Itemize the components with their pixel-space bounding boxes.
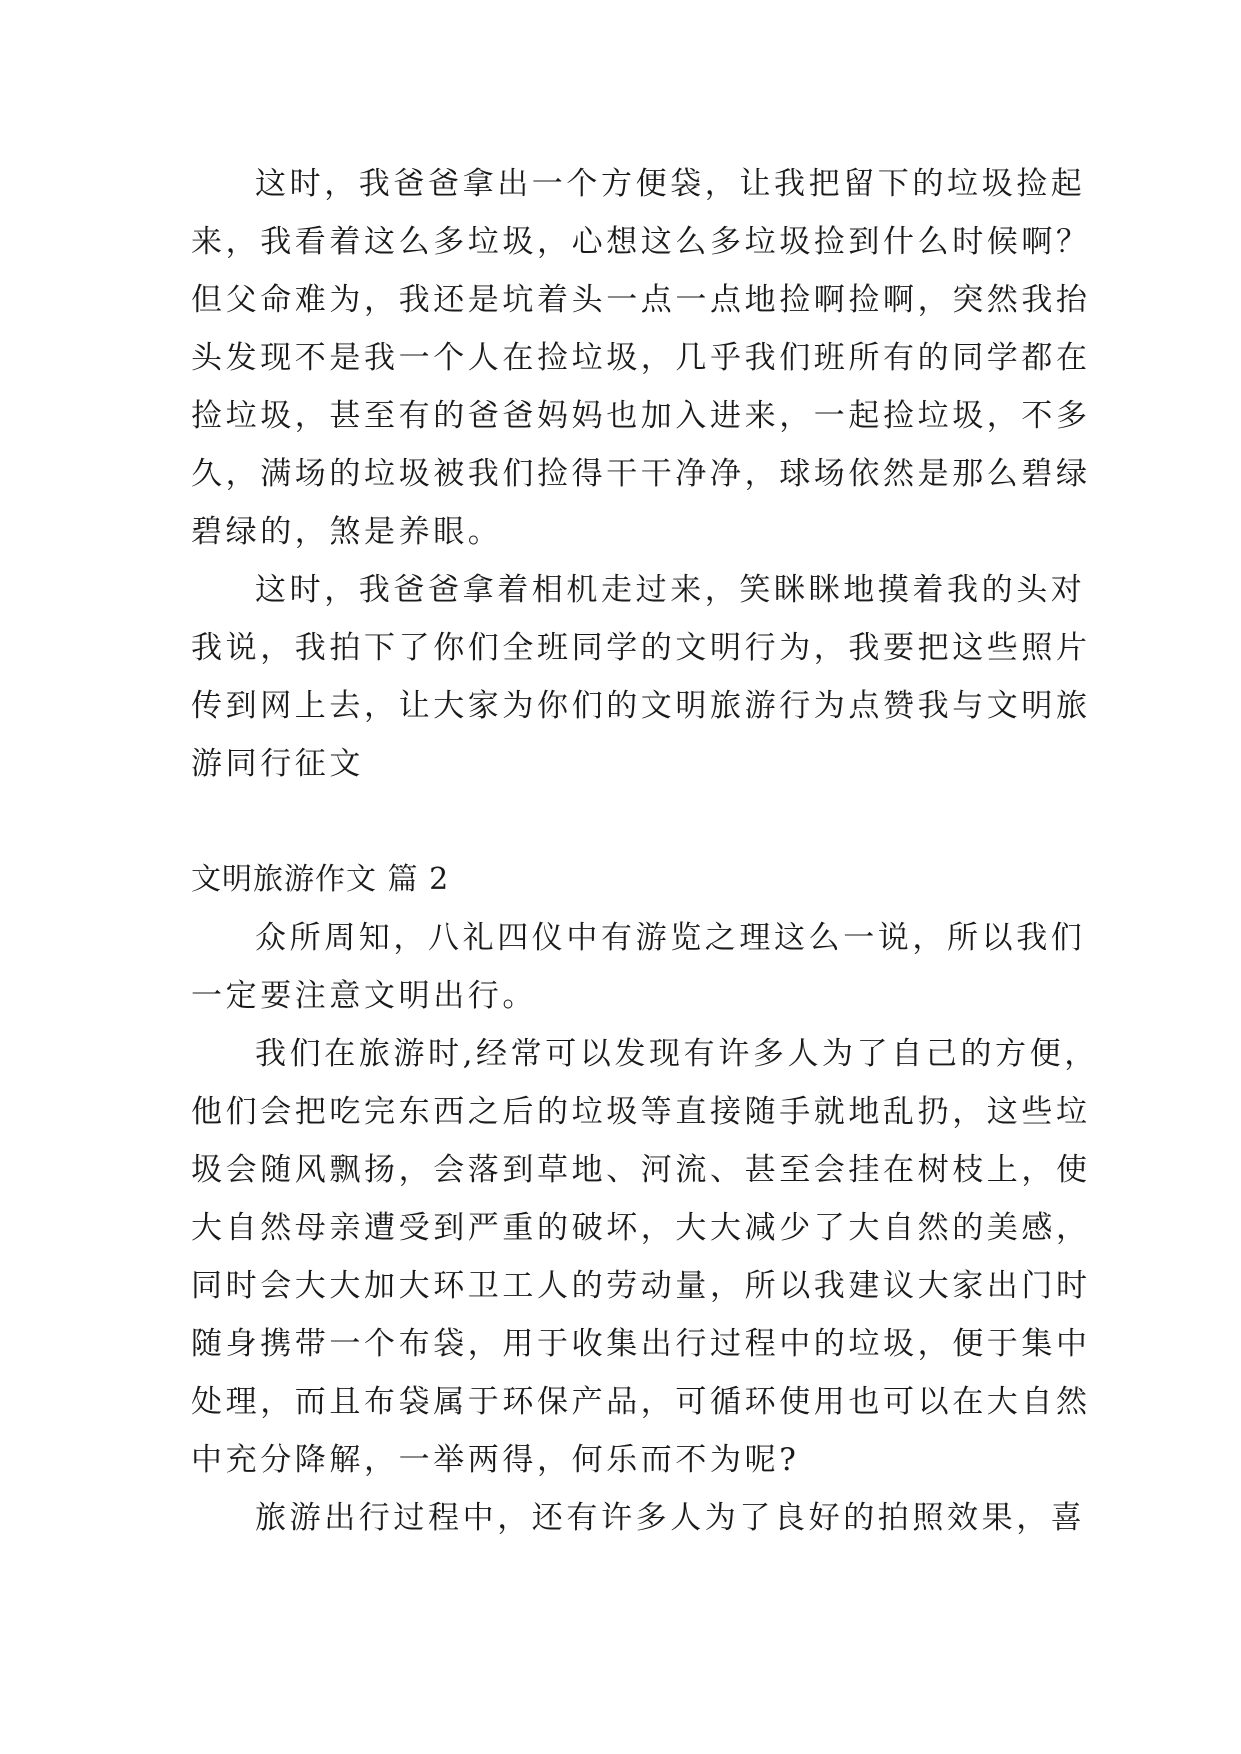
document-page xyxy=(191,155,1099,1547)
text-line: 来，我看着这么多垃圾，心想这么多垃圾捡到什么时候啊？ xyxy=(191,224,1091,260)
text-line: 他们会把吃完东西之后的垃圾等直接随手就地乱扔，这些垃 xyxy=(191,1094,1091,1130)
text-line: 旅游出行过程中，还有许多人为了良好的拍照效果，喜 xyxy=(255,1500,1086,1536)
paragraph xyxy=(191,909,1086,1025)
text-line: 我说，我拍下了你们全班同学的文明行为，我要把这些照片 xyxy=(191,630,1091,666)
paragraph xyxy=(191,1025,1099,1489)
text-line: 中充分降解，一举两得，何乐而不为呢? xyxy=(191,1442,800,1478)
text-line: 我们在旅游时,经常可以发现有许多人为了自己的方便， xyxy=(255,1036,1099,1072)
text-line: 碧绿的，煞是养眼。 xyxy=(191,514,503,550)
text-line: 处理，而且布袋属于环保产品，可循环使用也可以在大自然 xyxy=(191,1384,1091,1420)
text-line: 头发现不是我一个人在捡垃圾，几乎我们班所有的同学都在 xyxy=(191,340,1091,376)
text-line: 传到网上去，让大家为你们的文明旅游行为点赞我与文明旅 xyxy=(191,688,1091,724)
text-line: 圾会随风飘扬，会落到草地、河流、甚至会挂在树枝上，使 xyxy=(191,1152,1091,1188)
text-line: 但父命难为，我还是坑着头一点一点地捡啊捡啊，突然我抬 xyxy=(191,282,1091,318)
text-line: 众所周知，八礼四仪中有游览之理这么一说，所以我们 xyxy=(255,920,1086,956)
text-line: 随身携带一个布袋，用于收集出行过程中的垃圾，便于集中 xyxy=(191,1326,1091,1362)
section-heading: 文明旅游作文 篇 2 xyxy=(191,862,450,897)
paragraph xyxy=(191,561,1091,793)
blank-line xyxy=(191,793,1051,851)
text-line: 同时会大大加大环卫工人的劳动量，所以我建议大家出门时 xyxy=(191,1268,1091,1304)
text-line: 这时，我爸爸拿着相机走过来，笑眯眯地摸着我的头对 xyxy=(255,572,1086,608)
text-line: 游同行征文 xyxy=(191,746,364,782)
text-line: 大自然母亲遭受到严重的破坏，大大减少了大自然的美感， xyxy=(191,1210,1091,1246)
text-line: 捡垃圾，甚至有的爸爸妈妈也加入进来，一起捡垃圾，不多 xyxy=(191,398,1091,434)
text-line: 一定要注意文明出行。 xyxy=(191,978,537,1014)
paragraph xyxy=(191,1489,1086,1547)
text-line: 这时，我爸爸拿出一个方便袋，让我把留下的垃圾捡起 xyxy=(255,166,1086,202)
text-line: 久，满场的垃圾被我们捡得干干净净，球场依然是那么碧绿 xyxy=(191,456,1091,492)
paragraph xyxy=(191,155,1091,561)
